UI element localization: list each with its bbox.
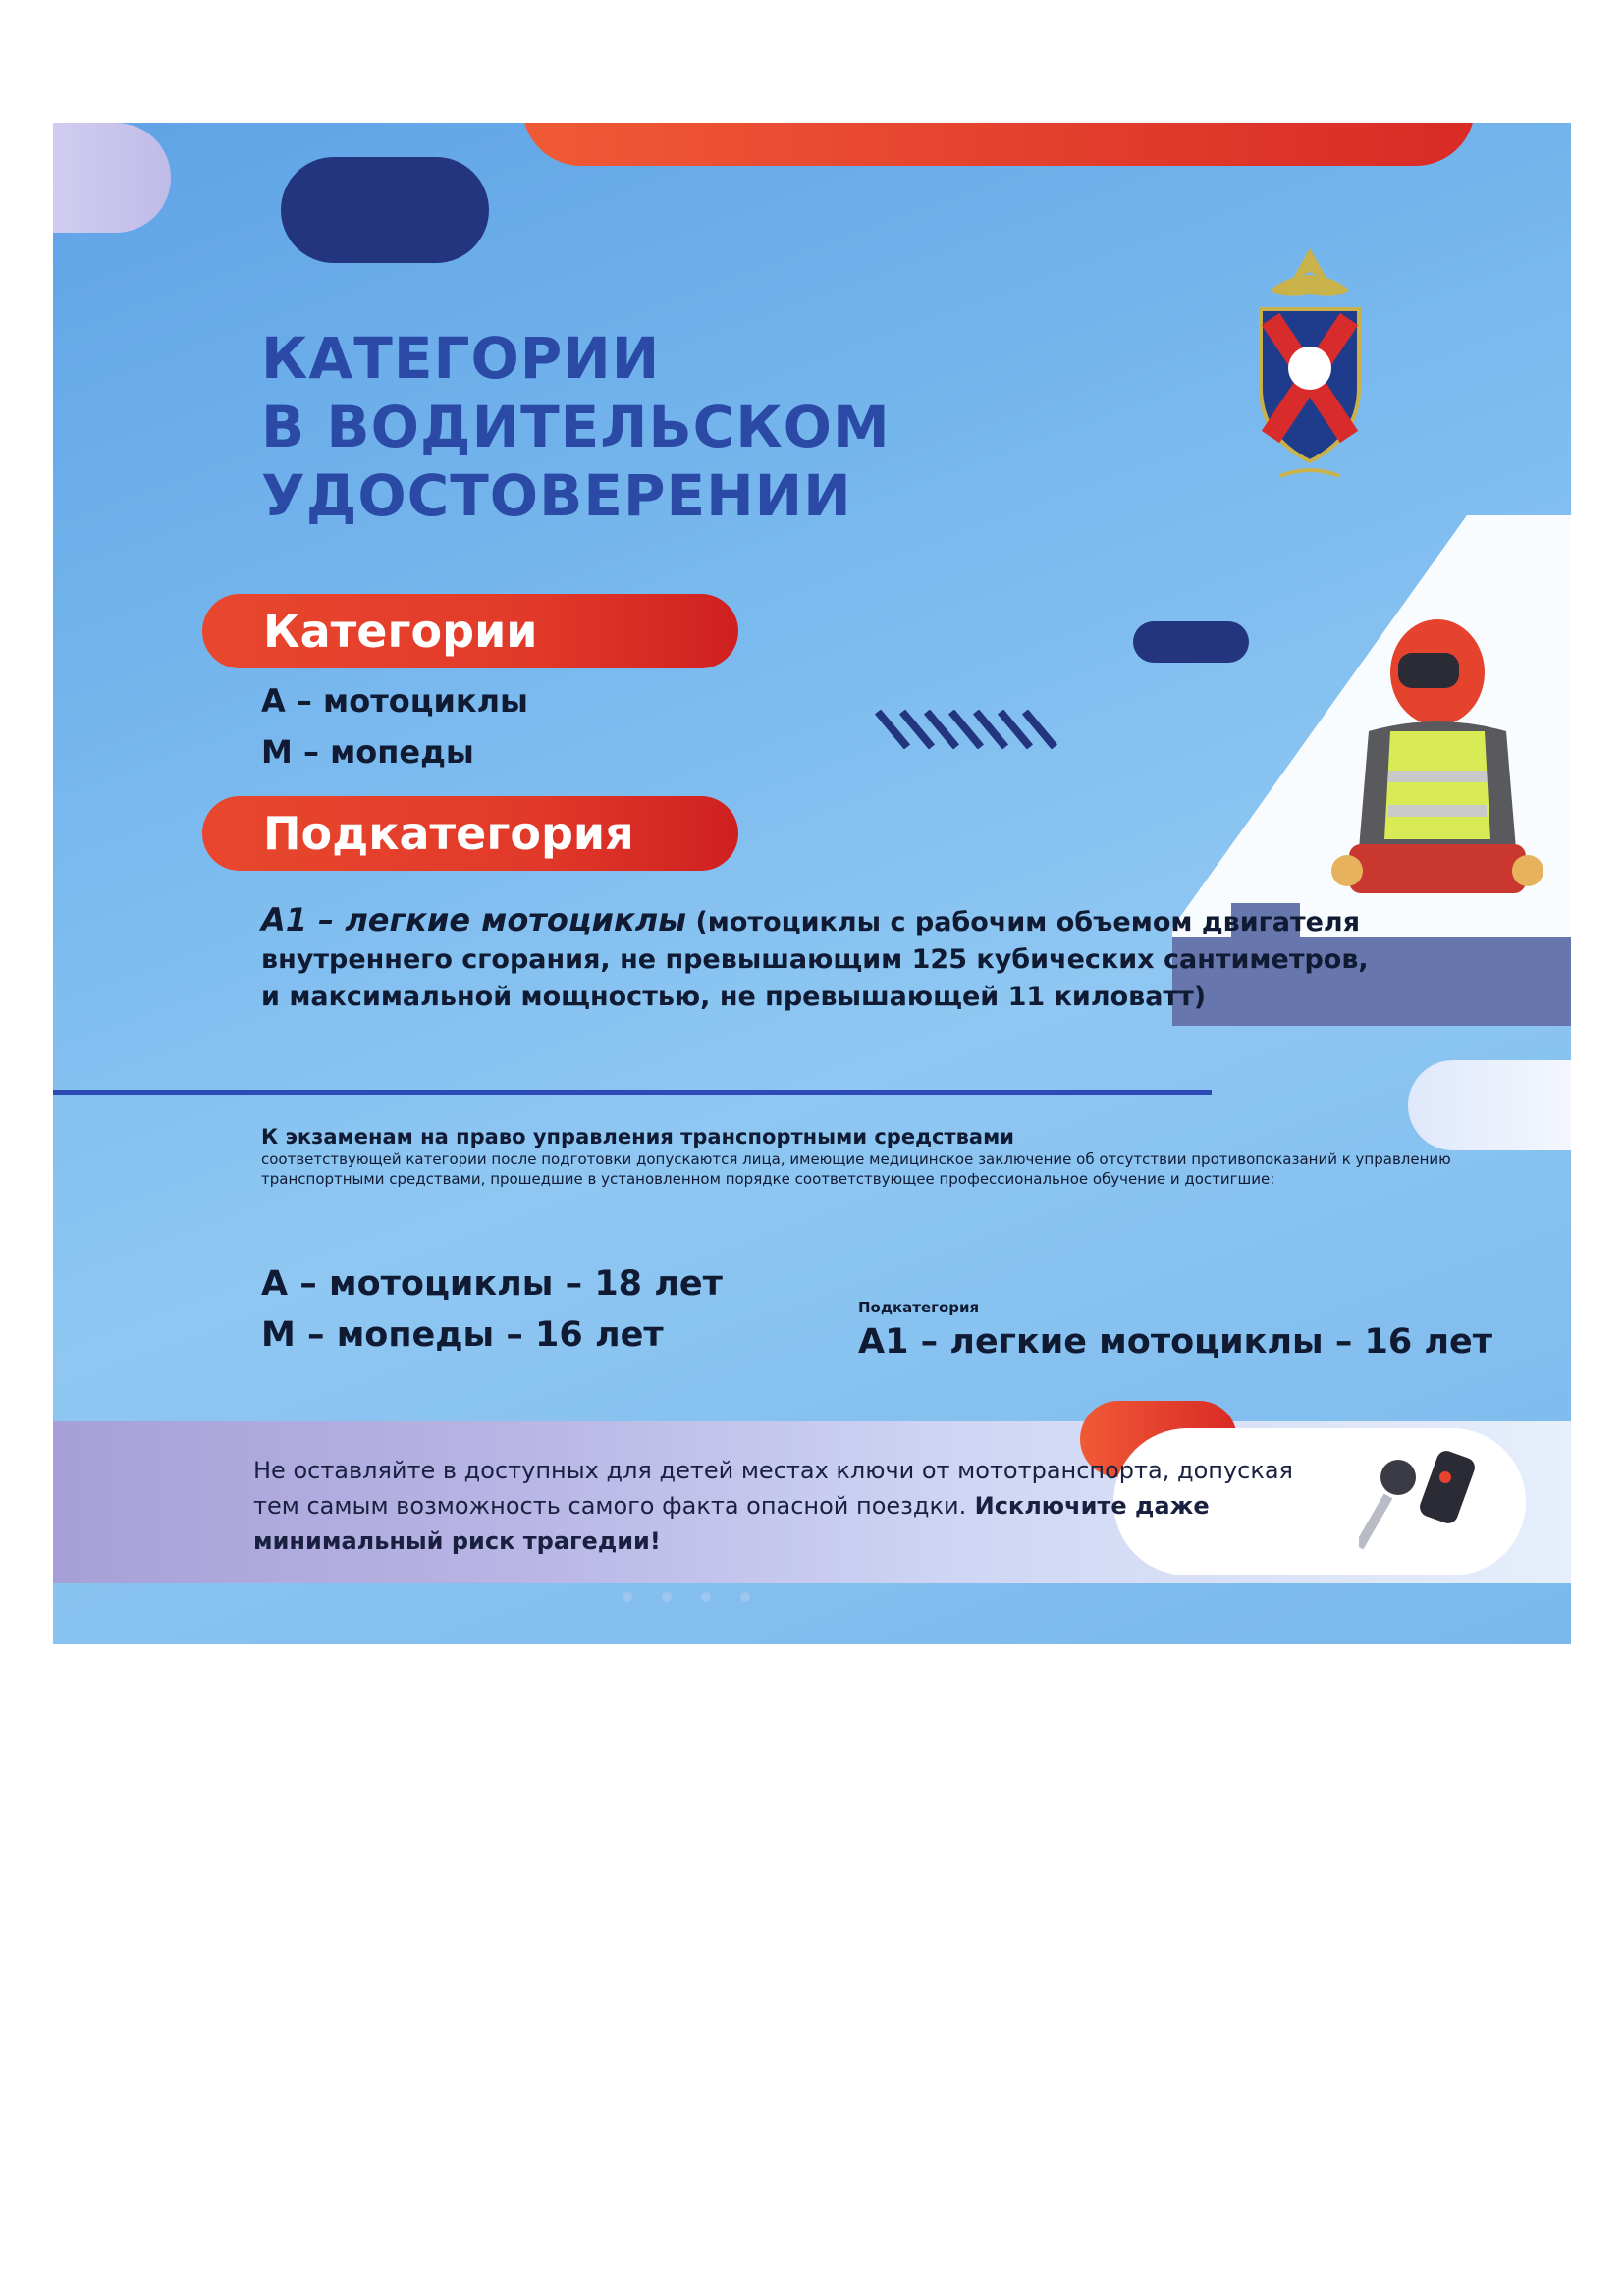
decor-stripes bbox=[868, 710, 1064, 749]
exam-note bbox=[261, 1124, 1489, 1189]
age-subcategory-a1: А1 – легкие мотоциклы – 16 лет bbox=[858, 1322, 1493, 1362]
section-divider bbox=[53, 1090, 1212, 1095]
warning-text bbox=[253, 1453, 1333, 1559]
decor-red-top-pill bbox=[522, 123, 1475, 166]
age-category-m: М – мопеды – 16 лет bbox=[261, 1315, 664, 1355]
decor-lavender-pill bbox=[53, 123, 171, 233]
pager-dot-2 bbox=[662, 1592, 672, 1602]
subcategory-a1-label: А1 – легкие мотоциклы bbox=[261, 901, 687, 938]
category-a: А – мотоциклы bbox=[261, 682, 528, 720]
page-title bbox=[261, 324, 1047, 530]
age-subcategory-label: Подкатегория bbox=[858, 1299, 980, 1316]
warning-emphasis: Исключите даже минимальный риск трагедии! bbox=[253, 1492, 1210, 1555]
decor-small-navy-pill bbox=[1133, 621, 1249, 663]
exam-note-body: соответствующей категории после подготовки допускаются лица, имеющие медицинское заключение об отсутствии противопоказаний к управлению транспортными средствами, прошедшие в установленном порядке соответствующее профессиональное обучение и достигшие: bbox=[261, 1150, 1451, 1188]
warning-main: Не оставляйте в доступных для детей местах ключи от мототранспорта, допуская тем самым возможность самого факта опасной поездки. bbox=[253, 1457, 1293, 1520]
keys-icon bbox=[1359, 1443, 1487, 1561]
title-line-1: КАТЕГОРИИ bbox=[261, 325, 661, 392]
decor-navy-pill bbox=[281, 157, 489, 263]
pager-dot-1 bbox=[623, 1592, 632, 1602]
categories-badge: Категории bbox=[202, 594, 738, 668]
title-line-2: В ВОДИТЕЛЬСКОМ bbox=[261, 394, 891, 460]
pager-dot-4 bbox=[740, 1592, 750, 1602]
poster bbox=[53, 123, 1571, 1644]
subcategory-description bbox=[261, 901, 1390, 1016]
emblem-icon bbox=[1212, 240, 1408, 496]
subcategory-a1-detail: (мотоциклы с рабочим объемом двигателя внутреннего сгорания, не превышающим 125 кубических сантиметров, и максимальной мощностью, не превышающей 11 киловатт) bbox=[261, 907, 1369, 1012]
subcategory-badge: Подкатегория bbox=[202, 796, 738, 871]
motorcyclist-icon bbox=[1320, 614, 1555, 908]
title-line-3: УДОСТОВЕРЕНИИ bbox=[261, 462, 852, 529]
pager-dot-3 bbox=[701, 1592, 711, 1602]
category-m: М – мопеды bbox=[261, 733, 474, 771]
exam-note-lead: К экзаменам на право управления транспортными средствами bbox=[261, 1125, 1014, 1148]
age-category-a: А – мотоциклы – 18 лет bbox=[261, 1264, 723, 1304]
